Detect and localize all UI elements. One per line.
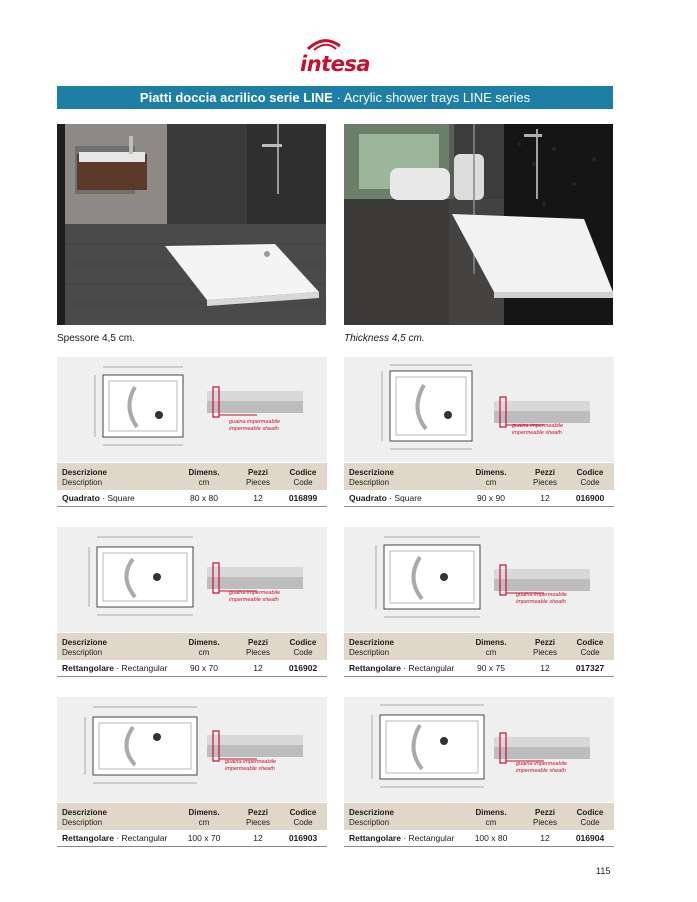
product-dimensions: 100 x 80 xyxy=(474,833,508,843)
product-dimensions: 100 x 70 xyxy=(187,833,221,843)
header-code: Codice Code xyxy=(576,468,604,487)
drawing-label-it: guaina impermeabile xyxy=(225,759,277,765)
intesa-logo xyxy=(296,36,376,78)
header-pieces: Pezzi Pieces xyxy=(532,808,557,827)
logo-swoosh-icon xyxy=(304,36,344,52)
header-dimensions: Dimens. cm xyxy=(475,638,507,657)
header-description: Descrizione Description xyxy=(62,808,107,827)
product-pieces: 12 xyxy=(253,493,263,503)
technical-drawing xyxy=(57,527,327,632)
header-code: Codice Code xyxy=(289,808,317,827)
header-description: Descrizione Description xyxy=(349,808,394,827)
technical-drawing xyxy=(57,357,327,462)
technical-drawing xyxy=(344,527,614,632)
drawing-label-it: guaina impermeabile xyxy=(229,419,281,425)
banner-title-en: Acrylic shower trays LINE series xyxy=(343,90,531,105)
product-dimensions: 90 x 75 xyxy=(477,663,505,673)
product-pieces: 12 xyxy=(540,833,550,843)
drawing-label-en: impermeable sheath xyxy=(229,426,279,432)
product-dimensions: 90 x 90 xyxy=(477,493,505,503)
page-number: 115 xyxy=(596,866,611,876)
product-dimensions: 90 x 70 xyxy=(190,663,218,673)
drawing-label-en: impermeable sheath xyxy=(516,599,566,605)
table-row xyxy=(57,830,327,847)
header-pieces: Pezzi Pieces xyxy=(245,468,270,487)
table-row xyxy=(344,660,614,677)
caption-thickness-en: Thickness 4,5 cm. xyxy=(344,333,425,344)
header-pieces: Pezzi Pieces xyxy=(245,638,270,657)
header-dimensions: Dimens. cm xyxy=(188,638,220,657)
header-pieces: Pezzi Pieces xyxy=(532,638,557,657)
table-header xyxy=(57,803,327,830)
product-description: Rettangolare · Rectangular xyxy=(349,833,455,843)
caption-thickness-it: Spessore 4,5 cm. xyxy=(57,333,135,344)
header-code: Codice Code xyxy=(289,638,317,657)
header-description: Descrizione Description xyxy=(62,468,107,487)
product-pieces: 12 xyxy=(253,833,263,843)
logo-text: intesa xyxy=(300,52,371,76)
product-code: 016900 xyxy=(575,493,605,503)
header-description: Descrizione Description xyxy=(62,638,107,657)
header-description: Descrizione Description xyxy=(349,638,394,657)
product-pieces: 12 xyxy=(540,493,550,503)
product-description: Rettangolare · Rectangular xyxy=(349,663,455,673)
technical-drawing xyxy=(57,697,327,802)
header-code: Codice Code xyxy=(576,808,604,827)
technical-drawing xyxy=(344,357,614,462)
banner-separator: · xyxy=(332,90,344,105)
table-row xyxy=(344,490,614,507)
header-code: Codice Code xyxy=(289,468,317,487)
product-code: 016899 xyxy=(288,493,318,503)
header-code: Codice Code xyxy=(576,638,604,657)
table-row xyxy=(344,830,614,847)
product-description: Quadrato · Square xyxy=(62,493,135,503)
product-code: 016903 xyxy=(288,833,318,843)
product-code: 017327 xyxy=(575,663,605,673)
header-pieces: Pezzi Pieces xyxy=(245,808,270,827)
table-header xyxy=(57,463,327,490)
table-row xyxy=(57,660,327,677)
table-header xyxy=(344,633,614,660)
banner-title-it: Piatti doccia acrilico serie LINE xyxy=(139,90,333,105)
drawing-label-en: impermeable sheath xyxy=(516,768,566,774)
header-dimensions: Dimens. cm xyxy=(188,468,220,487)
table-header xyxy=(57,633,327,660)
technical-drawing xyxy=(344,697,614,802)
product-description: Rettangolare · Rectangular xyxy=(62,663,168,673)
drawing-label-en: impermeable sheath xyxy=(229,597,279,603)
header-dimensions: Dimens. cm xyxy=(475,468,507,487)
product-code: 016904 xyxy=(575,833,605,843)
table-header xyxy=(344,803,614,830)
drawing-label-it: guaina impermeabile xyxy=(516,592,568,598)
product-dimensions: 80 x 80 xyxy=(190,493,218,503)
header-dimensions: Dimens. cm xyxy=(475,808,507,827)
table-row xyxy=(57,490,327,507)
drawing-label-en: impermeable sheath xyxy=(512,430,562,436)
product-pieces: 12 xyxy=(253,663,263,673)
bathroom-photo-right xyxy=(344,124,613,325)
drawing-label-it: guaina impermeabile xyxy=(512,423,564,429)
header-dimensions: Dimens. cm xyxy=(188,808,220,827)
header-description: Descrizione Description xyxy=(349,468,394,487)
header-pieces: Pezzi Pieces xyxy=(532,468,557,487)
section-banner xyxy=(57,86,613,109)
product-code: 016902 xyxy=(288,663,318,673)
product-pieces: 12 xyxy=(540,663,550,673)
product-description: Rettangolare · Rectangular xyxy=(62,833,168,843)
bathroom-photo-left xyxy=(57,124,326,325)
drawing-label-it: guaina impermeabile xyxy=(516,761,568,767)
product-description: Quadrato · Square xyxy=(349,493,422,503)
drawing-label-en: impermeable sheath xyxy=(225,766,275,772)
table-header xyxy=(344,463,614,490)
drawing-label-it: guaina impermeabile xyxy=(229,590,281,596)
